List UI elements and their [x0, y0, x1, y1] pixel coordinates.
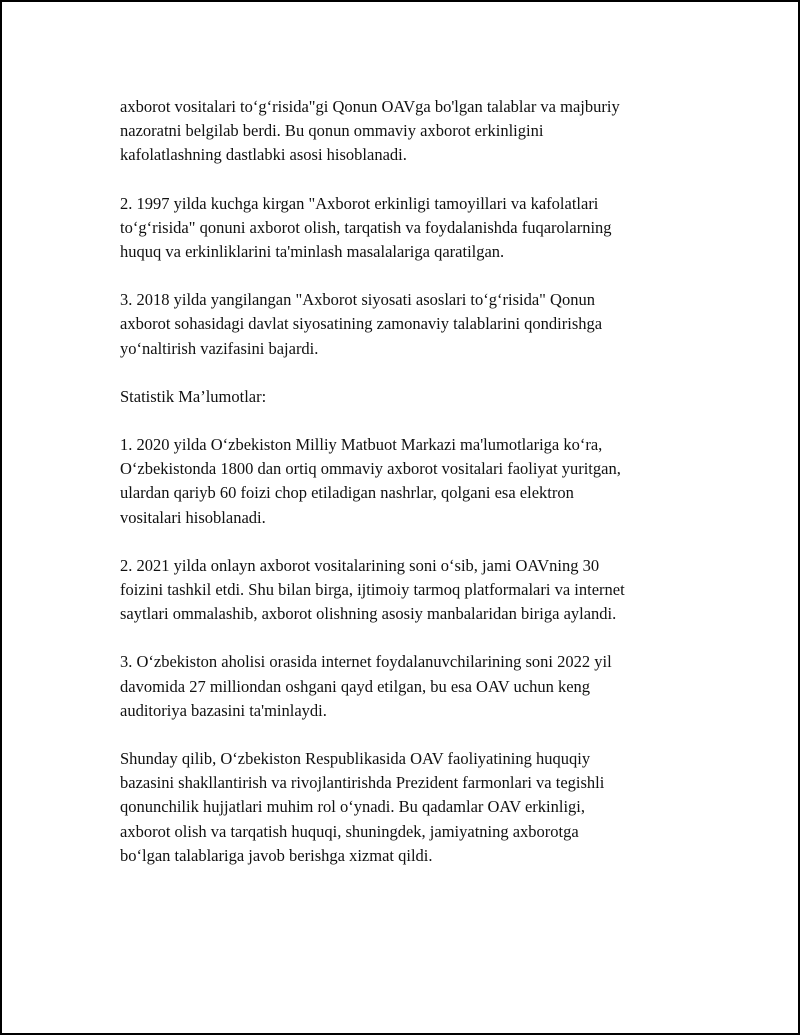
text-line: 3. O‘zbekiston aholisi orasida internet foydalanuvchilarining soni 2022 yil — [120, 652, 612, 672]
paragraph-law-1997 — [120, 192, 710, 265]
text-line: 2. 1997 yilda kuchga kirgan "Axborot erkinligi tamoyillari va kafolatlari — [120, 193, 599, 213]
paragraph-law-2018 — [120, 288, 710, 361]
paragraph-conclusion — [120, 747, 710, 868]
text-line: 1. 2020 yilda O‘zbekiston Milliy Matbuot Markazi ma'lumotlariga ko‘ra, — [120, 435, 603, 455]
text-line: Shunday qilib, O‘zbekiston Respublikasida OAV faoliyatining huquqiy — [120, 749, 591, 769]
section-heading-statistics — [120, 385, 710, 409]
text-line: yo‘naltirish vazifasini bajardi. — [120, 338, 319, 358]
text-line: 3. 2018 yilda yangilangan "Axborot siyosati asoslari to‘g‘risida" Qonun — [120, 290, 595, 310]
paragraph-stat-2021 — [120, 554, 710, 627]
text-line: saytlari ommalashib, axborot olishning asosiy manbalaridan biriga aylandi. — [120, 604, 617, 624]
text-line: davomida 27 milliondan oshgani qayd etilgan, bu esa OAV uchun keng — [120, 676, 591, 696]
text-line: bo‘lgan talablariga javob berishga xizmat qildi. — [120, 845, 433, 865]
text-line: axborot olish va tarqatish huquqi, shuningdek, jamiyatning axborotga — [120, 821, 579, 841]
text-line: huquq va erkinliklarini ta'minlash masalalariga qaratilgan. — [120, 242, 505, 262]
text-line: vositalari hisoblanadi. — [120, 507, 266, 527]
text-line: ulardan qariyb 60 foizi chop etiladigan nashrlar, qolgani esa elektron — [120, 483, 574, 503]
text-line: axborot sohasidagi davlat siyosatining zamonaviy talablarini qondirishga — [120, 314, 603, 334]
paragraph-stat-2022 — [120, 650, 710, 723]
document-body — [120, 95, 710, 892]
text-line: nazoratni belgilab berdi. Bu qonun ommaviy axborot erkinligini — [120, 121, 544, 141]
text-line: foizini tashkil etdi. Shu bilan birga, ijtimoiy tarmoq platformalari va internet — [120, 580, 625, 600]
text-line: 2. 2021 yilda onlayn axborot vositalarining soni o‘sib, jami OAVning 30 — [120, 555, 600, 575]
text-line: to‘g‘risida" qonuni axborot olish, tarqatish va foydalanishda fuqarolarning — [120, 217, 612, 237]
paragraph-law-intro — [120, 95, 710, 168]
text-line: axborot vositalari to‘g‘risida"gi Qonun OAVga bo'lgan talablar va majburiy — [120, 97, 620, 116]
text-line: Statistik Ma’lumotlar: — [120, 386, 267, 406]
text-line: bazasini shakllantirish va rivojlantirishda Prezident farmonlari va tegishli — [120, 773, 605, 793]
text-line: auditoriya bazasini ta'minlaydi. — [120, 700, 327, 720]
paragraph-stat-2020 — [120, 433, 710, 530]
text-line: O‘zbekistonda 1800 dan ortiq ommaviy axborot vositalari faoliyat yuritgan, — [120, 459, 621, 479]
text-line: qonunchilik hujjatlari muhim rol o‘ynadi. Bu qadamlar OAV erkinligi, — [120, 797, 585, 817]
text-line: kafolatlashning dastlabki asosi hisoblanadi. — [120, 145, 407, 165]
